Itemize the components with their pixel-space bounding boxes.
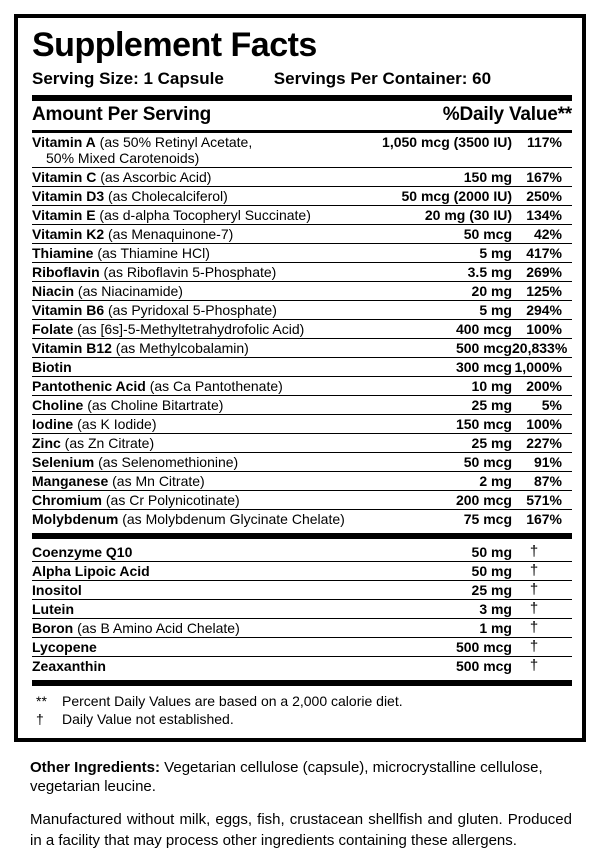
nutrient-label-cell [32, 207, 425, 223]
other-ingredients-text: Vegetarian cellulose (capsule), microcrystalline cellulose, vegetarian leucine. [30, 759, 543, 795]
nutrient-label-cell [32, 492, 456, 508]
nutrient-form: (as Methylcobalamin) [111, 340, 249, 356]
nutrient-label-cell [32, 620, 479, 636]
allergen-statement: Manufactured without milk, eggs, fish, crustacean shellfish and gluten. Produced in a facility that may process other ingredients containing these allergens. [30, 811, 572, 849]
serving-size: Serving Size: 1 Capsule [32, 69, 224, 88]
nutrient-row [32, 452, 572, 471]
nutrient-label-cell [32, 134, 382, 166]
nutrient-amount: 500 mcg [455, 639, 512, 655]
nutrient-form: (as Zn Citrate) [60, 435, 155, 451]
nutrient-daily-value: 117% [526, 134, 562, 150]
nutrient-daily-value: 167% [526, 511, 562, 527]
nutrient-form: (as [6s]-5-Methyltetrahydrofolic Acid) [73, 321, 305, 337]
nutrient-amount: 5 mg [479, 302, 512, 318]
nutrient-name: Lycopene [32, 639, 97, 655]
nutrient-row [32, 599, 572, 618]
nutrient-amount: 75 mcg [463, 511, 512, 527]
nutrient-label-cell [32, 321, 456, 337]
nutrient-daily-value: 91% [533, 454, 562, 470]
nutrient-row [32, 186, 572, 205]
nutrient-amount: 1 mg [479, 620, 512, 636]
nutrient-label-cell [32, 226, 464, 242]
nutrient-label-cell [32, 473, 479, 489]
column-header-row [32, 101, 572, 130]
nutrient-row [32, 543, 572, 561]
nutrient-name: Vitamin D3 [32, 188, 105, 204]
nutrient-label-cell [32, 264, 468, 280]
nutrient-name: Coenzyme Q10 [32, 544, 133, 560]
nutrient-form: (as Molybdenum Glycinate Chelate) [118, 511, 345, 527]
nutrient-form: (as 50% Retinyl Acetate, [95, 134, 253, 150]
nutrient-daily-value: 5% [541, 397, 562, 413]
nutrient-name: Chromium [32, 492, 102, 508]
nutrient-daily-value: † [529, 562, 539, 579]
nutrient-form-line2: 50% Mixed Carotenoids) [46, 150, 200, 166]
nutrient-row [32, 580, 572, 599]
nutrient-row [32, 509, 572, 528]
nutrient-name: Vitamin C [32, 169, 97, 185]
footnote-row [36, 692, 572, 710]
amount-per-serving-header: Amount Per Serving [32, 104, 212, 125]
nutrient-daily-value: 134% [526, 207, 562, 223]
panel-title: Supplement Facts [32, 26, 317, 64]
nutrient-name: Vitamin B6 [32, 302, 105, 318]
nutrient-daily-value: 294% [526, 302, 562, 318]
nutrient-name: Molybdenum [32, 511, 119, 527]
supplement-facts-panel [14, 14, 586, 742]
nutrient-amount: 300 mcg [455, 359, 512, 375]
nutrient-daily-value: 1,000% [514, 359, 562, 375]
nutrient-form: (as Choline Bitartrate) [83, 397, 224, 413]
nutrient-amount: 2 mg [479, 473, 512, 489]
nutrient-row [32, 656, 572, 675]
nutrient-name: Zinc [32, 435, 61, 451]
nutrient-amount: 500 mcg [455, 340, 512, 356]
nutrient-name: Vitamin E [32, 207, 96, 223]
nutrient-name: Inositol [32, 582, 82, 598]
nutrient-label-cell [32, 283, 472, 299]
nutrient-name: Vitamin A [32, 134, 96, 150]
nutrient-table [32, 133, 572, 528]
footnote-row [36, 710, 572, 728]
nutrient-daily-value: † [529, 600, 539, 617]
nutrient-form: (as Ascorbic Acid) [96, 169, 212, 185]
label-footer [30, 758, 572, 851]
nutrient-name: Alpha Lipoic Acid [32, 563, 150, 579]
nutrient-label-cell [32, 511, 464, 527]
footnote-marker: † [36, 711, 44, 727]
nutrient-amount: 3 mg [479, 601, 512, 617]
nutrient-amount: 500 mcg [455, 658, 512, 674]
nutrient-name: Iodine [32, 416, 74, 432]
nutrient-label-cell [32, 188, 402, 204]
nutrient-daily-value: 100% [526, 321, 562, 337]
nutrient-name: Manganese [32, 473, 109, 489]
nutrient-amount: 50 mg [471, 563, 512, 579]
nutrient-name: Biotin [32, 359, 72, 375]
nutrient-name: Zeaxanthin [32, 658, 106, 674]
nutrient-amount: 50 mcg [463, 226, 512, 242]
nutrient-name: Vitamin B12 [32, 340, 112, 356]
nutrient-form: (as K Iodide) [73, 416, 157, 432]
nutrient-amount: 5 mg [479, 245, 512, 261]
nutrient-amount: 20 mg [471, 283, 512, 299]
nutrient-daily-value: † [529, 638, 539, 655]
nutrient-amount: 200 mcg [455, 492, 512, 508]
footnote-marker: ** [36, 693, 47, 709]
other-ingredients-label: Other Ingredients: [30, 759, 161, 776]
footnotes [32, 686, 572, 730]
nutrient-form: (as B Amino Acid Chelate) [73, 620, 240, 636]
nutrient-amount: 150 mcg [455, 416, 512, 432]
nutrient-row [32, 376, 572, 395]
nutrient-amount: 400 mcg [455, 321, 512, 337]
nutrient-label-cell [32, 359, 456, 375]
nutrient-form: (as Menaquinone-7) [104, 226, 234, 242]
nutrient-label-cell [32, 544, 472, 560]
nutrient-form: (as Mn Citrate) [108, 473, 205, 489]
nutrient-form: (as Riboflavin 5-Phosphate) [99, 264, 277, 280]
nutrient-label-cell [32, 378, 472, 394]
nutrient-label-cell [32, 658, 456, 674]
nutrient-label-cell [32, 435, 472, 451]
nutrient-row [32, 262, 572, 281]
nutrient-row [32, 395, 572, 414]
nutrient-name: Vitamin K2 [32, 226, 105, 242]
other-nutrient-table [32, 543, 572, 675]
nutrient-row [32, 561, 572, 580]
nutrient-form: (as Niacinamide) [74, 283, 183, 299]
nutrient-row [32, 338, 572, 357]
nutrient-label-cell [32, 601, 479, 617]
nutrient-row [32, 357, 572, 376]
nutrient-label-cell [32, 582, 472, 598]
nutrient-daily-value: 87% [533, 473, 562, 489]
nutrient-daily-value: 200% [526, 378, 562, 394]
nutrient-label-cell [32, 169, 464, 185]
nutrient-label-cell [32, 563, 472, 579]
nutrient-name: Thiamine [32, 245, 94, 261]
nutrient-name: Folate [32, 321, 74, 337]
nutrient-row [32, 471, 572, 490]
nutrient-label-cell [32, 454, 464, 470]
daily-value-header: %Daily Value** [442, 104, 572, 125]
footnote-text: Daily Value not established. [62, 711, 234, 727]
nutrient-row [32, 133, 572, 167]
nutrient-daily-value: 227% [526, 435, 562, 451]
nutrient-form: (as d-alpha Tocopheryl Succinate) [95, 207, 311, 223]
nutrient-name: Lutein [32, 601, 74, 617]
nutrient-daily-value: † [529, 543, 539, 560]
nutrient-amount: 50 mg [471, 544, 512, 560]
nutrient-label-cell [32, 639, 456, 655]
nutrient-row [32, 637, 572, 656]
nutrient-name: Riboflavin [32, 264, 100, 280]
nutrient-amount: 25 mg [471, 397, 512, 413]
nutrient-daily-value: 20,833% [512, 340, 568, 356]
nutrient-daily-value: 125% [526, 283, 562, 299]
nutrient-label-cell [32, 302, 479, 318]
nutrient-amount: 20 mg (30 IU) [424, 207, 512, 223]
nutrient-daily-value: 250% [526, 188, 562, 204]
nutrient-amount: 10 mg [471, 378, 512, 394]
nutrient-row [32, 433, 572, 452]
nutrient-daily-value: † [529, 581, 539, 598]
divider-section [32, 533, 572, 539]
servings-per-container: Servings Per Container: 60 [273, 69, 492, 88]
nutrient-daily-value: 167% [526, 169, 562, 185]
nutrient-form: (as Cr Polynicotinate) [102, 492, 240, 508]
nutrient-form: (as Thiamine HCl) [93, 245, 210, 261]
nutrient-name: Niacin [32, 283, 75, 299]
nutrient-daily-value: 100% [526, 416, 562, 432]
nutrient-amount: 3.5 mg [467, 264, 512, 280]
nutrient-daily-value: 417% [526, 245, 562, 261]
nutrient-name: Boron [32, 620, 74, 636]
nutrient-amount: 50 mcg (2000 IU) [401, 188, 512, 204]
nutrient-form: (as Ca Pantothenate) [145, 378, 283, 394]
nutrient-row [32, 490, 572, 509]
serving-info [32, 69, 572, 89]
nutrient-label-cell [32, 397, 472, 413]
nutrient-form: (as Cholecalciferol) [104, 188, 228, 204]
nutrient-name: Selenium [32, 454, 95, 470]
nutrient-row [32, 300, 572, 319]
nutrient-amount: 150 mg [463, 169, 512, 185]
nutrient-daily-value: † [529, 619, 539, 636]
footnote-text: Percent Daily Values are based on a 2,000 calorie diet. [62, 693, 403, 709]
nutrient-daily-value: 269% [526, 264, 562, 280]
nutrient-amount: 25 mg [471, 582, 512, 598]
nutrient-row [32, 319, 572, 338]
nutrient-row [32, 414, 572, 433]
nutrient-label-cell [32, 245, 479, 261]
nutrient-row [32, 281, 572, 300]
nutrient-row [32, 618, 572, 637]
nutrient-row [32, 167, 572, 186]
nutrient-amount: 1,050 mcg (3500 IU) [382, 134, 512, 150]
nutrient-amount: 25 mg [471, 435, 512, 451]
nutrient-label-cell [32, 416, 456, 432]
nutrient-form: (as Selenomethionine) [94, 454, 239, 470]
nutrient-form: (as Pyridoxal 5-Phosphate) [104, 302, 277, 318]
other-ingredients [30, 758, 572, 796]
nutrient-row [32, 224, 572, 243]
nutrient-label-cell [32, 340, 456, 356]
nutrient-row [32, 243, 572, 262]
nutrient-daily-value: 571% [526, 492, 562, 508]
nutrient-name: Choline [32, 397, 84, 413]
nutrient-amount: 50 mcg [463, 454, 512, 470]
nutrient-row [32, 205, 572, 224]
nutrient-daily-value: 42% [533, 226, 562, 242]
nutrient-name: Pantothenic Acid [32, 378, 146, 394]
nutrient-daily-value: † [529, 657, 539, 674]
